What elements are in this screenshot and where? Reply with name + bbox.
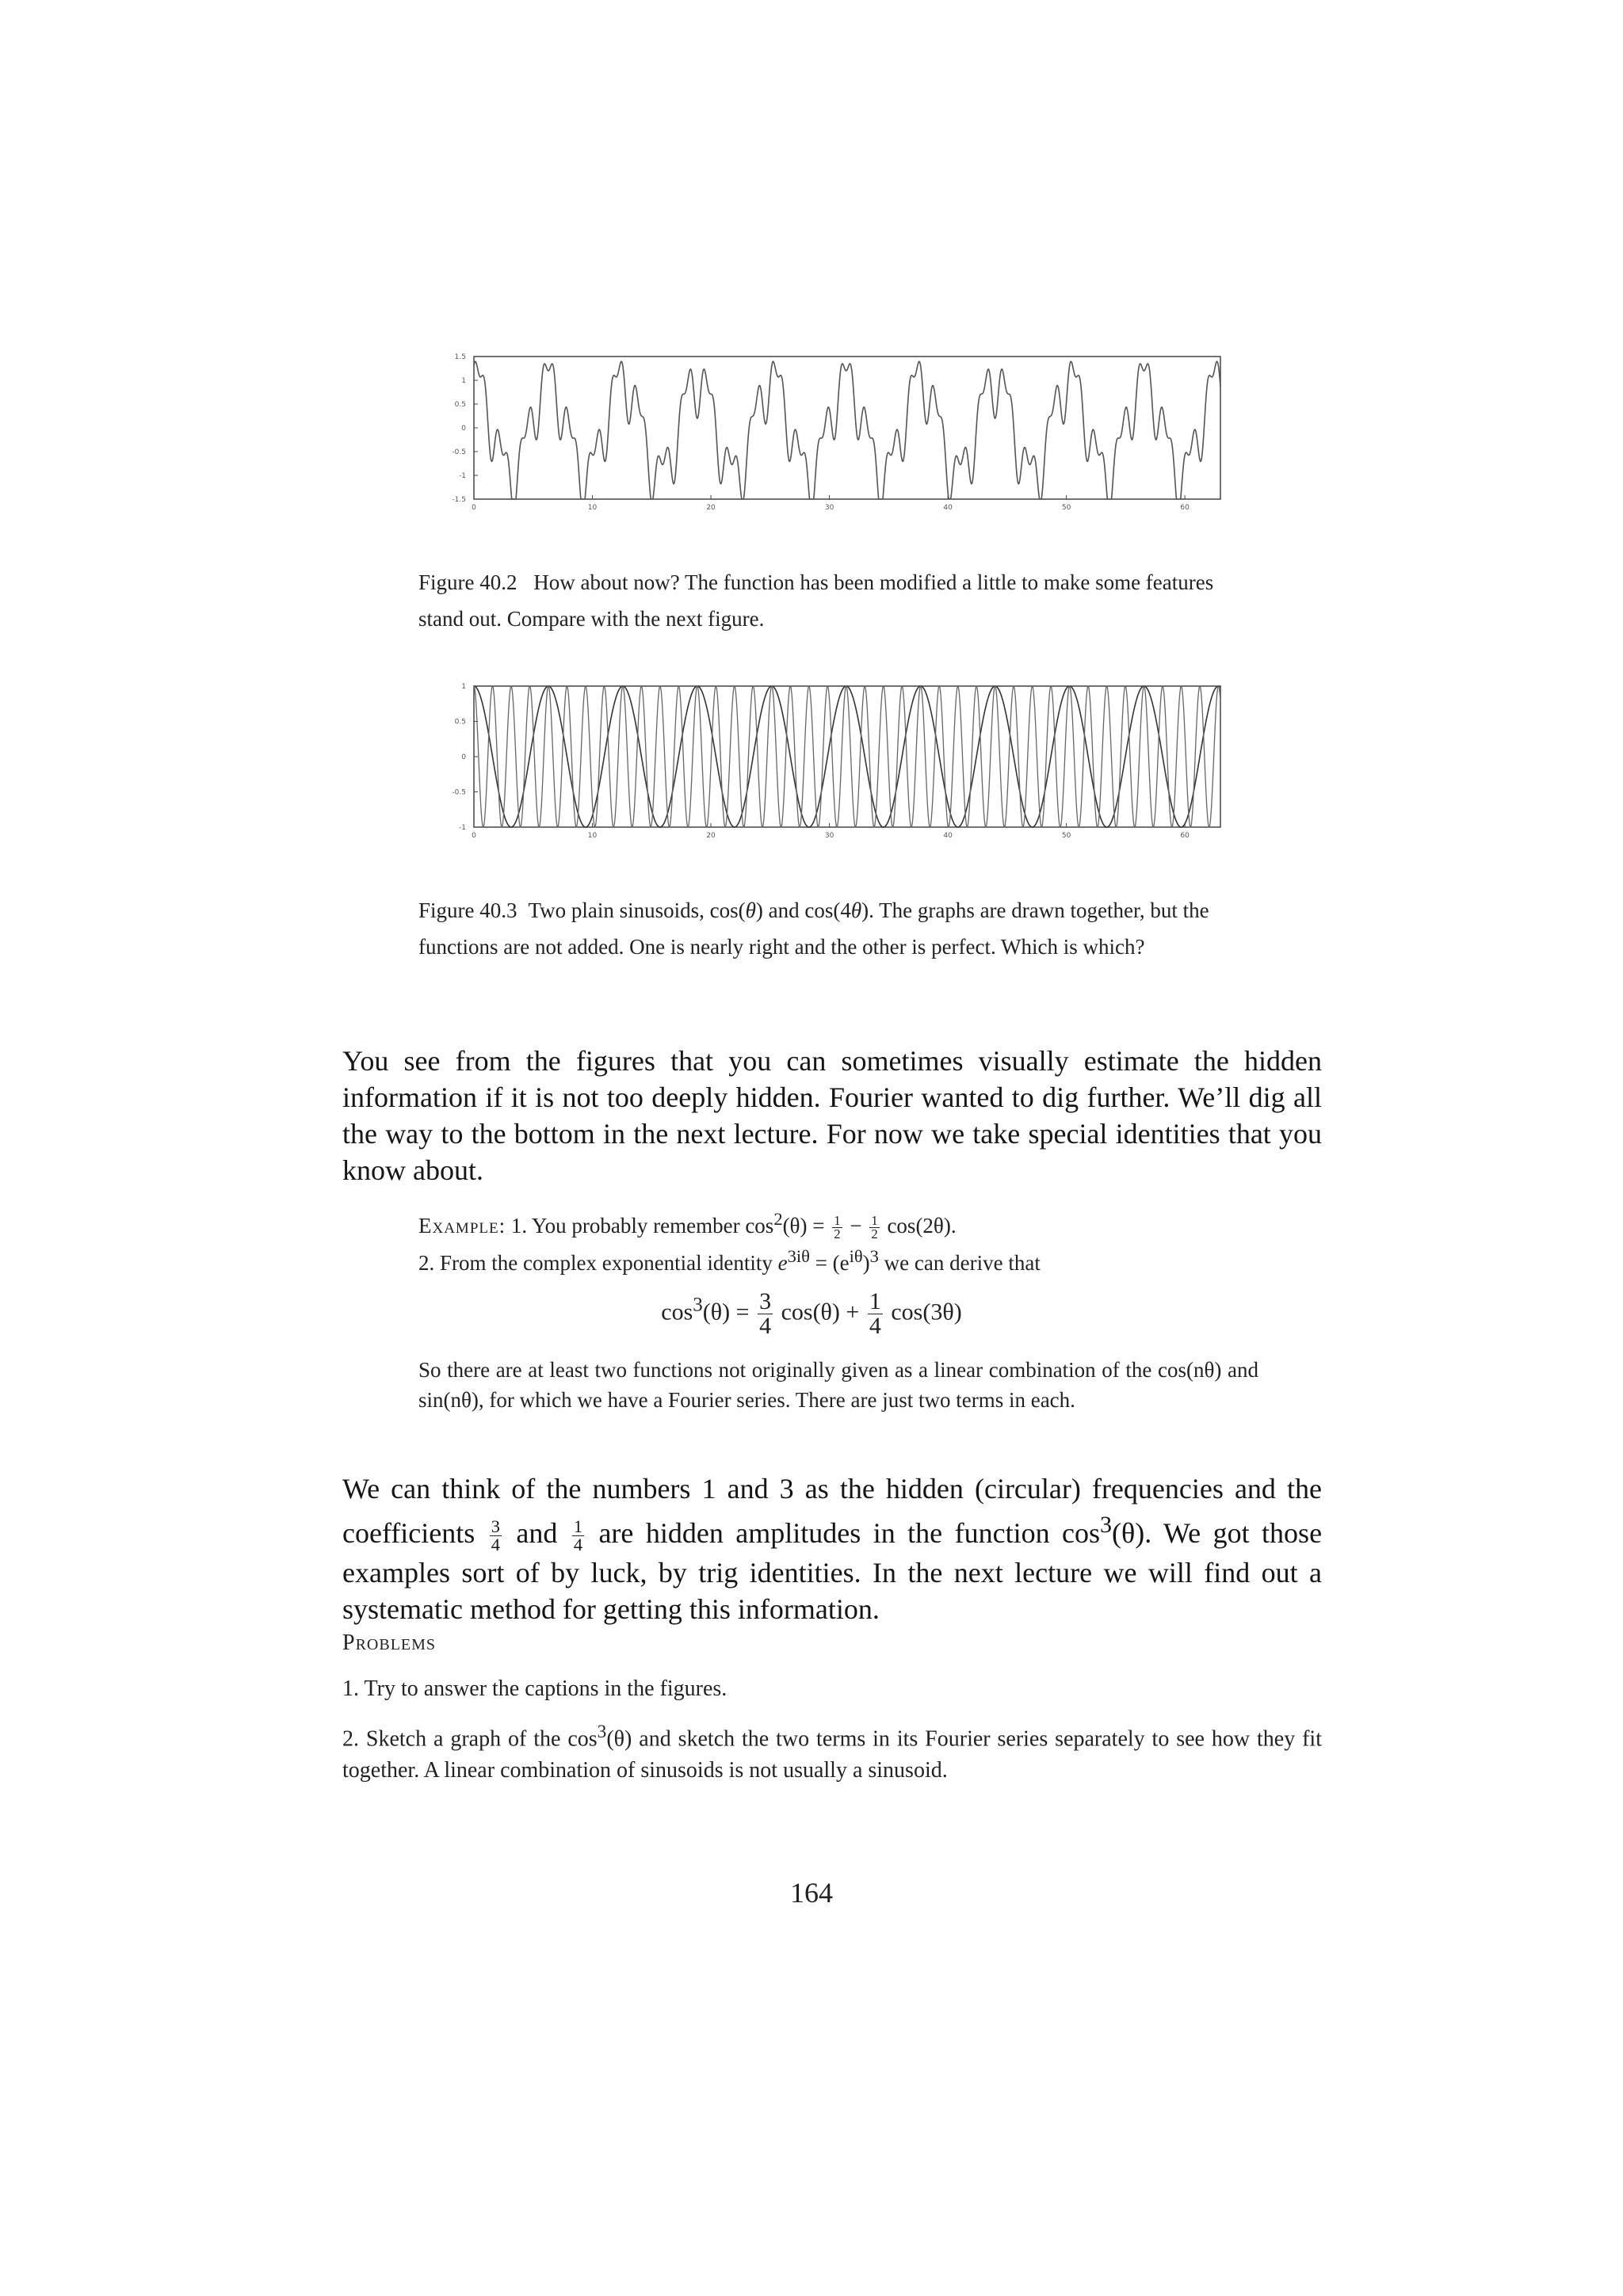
x-tick-label: 10: [587, 504, 598, 512]
example-text: ): [862, 1251, 870, 1276]
caption-text: Two plain sinusoids, cos(: [528, 898, 746, 922]
example-text: cos(2θ).: [887, 1214, 957, 1238]
exponent: 2: [773, 1209, 783, 1229]
y-tick-label: 0.5: [454, 718, 466, 727]
x-tick-label: 10: [587, 832, 598, 840]
y-tick-label: -1: [459, 472, 466, 480]
theta-symbol: θ: [850, 898, 862, 922]
x-tick-label: 20: [706, 832, 716, 840]
x-tick-label: 40: [943, 504, 953, 512]
problems-heading: Problems: [342, 1630, 437, 1655]
series-line-cos4: [474, 686, 1220, 827]
fraction-one-quarter: $\frac{1}{4}$: [869, 1288, 881, 1339]
y-tick-label: -1: [459, 824, 466, 832]
x-tick-label: 40: [943, 832, 953, 840]
fraction-half: $\frac{1}{2}$: [834, 1212, 841, 1242]
theta-symbol: θ: [745, 898, 756, 922]
y-tick-label: 0: [461, 425, 466, 433]
x-tick-label: 20: [706, 504, 716, 512]
figure-40-3-caption: [418, 892, 1258, 965]
y-tick-label: 1: [461, 683, 466, 691]
caption-text: ) and cos(4: [755, 898, 851, 922]
y-tick-label: 1: [461, 377, 466, 385]
example-block: [418, 1204, 1258, 1278]
example-text: = (e: [815, 1251, 850, 1276]
problem-2: 2. Sketch a graph of the $\cos^3(\theta)$ and sketch the two terms in its Fourier series separately to see how they fit together. A linear combination of sinusoids is not usually a sinusoid.: [342, 1722, 1322, 1783]
fraction-three-quarters: $\frac{3}{4}$: [491, 1516, 500, 1555]
body-paragraph-2: We can think of the numbers 1 and 3 as the hidden (circular) frequencies and the coefficients $\frac{3}{4}$ and $\frac{1}{4}$ are hidden amplitudes in the function $\cos^3(\theta)$. We got those examples sort of by luck, by trig identities. In the next lecture we will find out a systematic method for getting this information.: [342, 1473, 1323, 1625]
example-text: 2. From the complex exponential identity: [418, 1251, 773, 1276]
figure-label: Figure 40.2: [418, 570, 517, 594]
fraction-three-quarters: $\frac{3}{4}$: [759, 1288, 772, 1339]
y-tick-label: 0.5: [454, 401, 466, 409]
example-line-1: [418, 1204, 1258, 1241]
example-line-2: [418, 1241, 1258, 1278]
x-tick-label: 60: [1180, 832, 1190, 840]
y-tick-label: -0.5: [452, 448, 466, 456]
y-tick-label: 0: [461, 753, 466, 761]
euler-e: e: [777, 1251, 788, 1276]
page-number: 164: [790, 1877, 833, 1909]
fraction-half: $\frac{1}{2}$: [871, 1212, 878, 1242]
exponent: 3iθ: [787, 1246, 810, 1267]
figure-label: Figure 40.3: [418, 898, 517, 922]
fraction-one-quarter: $\frac{1}{4}$: [573, 1516, 582, 1555]
caption-text: ). The graphs are drawn together, but the functions are not added. One is nearly right and the other is perfect. Which is which?: [418, 898, 1209, 959]
body-paragraph-1: You see from the figures that you can sometimes visually estimate the hidden information if it is not too deeply hidden. Fourier wanted to dig further. We’ll dig all the way to the bottom in the next lecture. For now we take special identities that you know about.: [342, 1045, 1322, 1186]
series-line-cos: [474, 686, 1220, 827]
example-text: 1. You probably remember cos: [510, 1214, 774, 1238]
exponent: iθ: [849, 1246, 863, 1267]
example-text: (θ) =: [782, 1214, 825, 1238]
x-tick-label: 60: [1180, 504, 1190, 512]
minus-sign: −: [850, 1214, 862, 1238]
x-tick-label: 50: [1061, 504, 1071, 512]
x-tick-label: 0: [472, 504, 476, 512]
x-tick-label: 0: [472, 832, 476, 840]
plot-frame: [474, 686, 1220, 827]
example-conclusion: So there are at least two functions not originally given as a linear combination of the cos(nθ) and sin(nθ), for which we have a Fourier series. There are just two terms in each.: [418, 1358, 1258, 1412]
display-equation: $\cos^3(\theta)$ = $\frac{3}{4}$ cos(θ) + $\frac{1}{4}$ cos(3θ): [661, 1288, 962, 1339]
example-text: we can derive that: [884, 1251, 1041, 1276]
caption-text: How about now? The function has been modified a little to make some features stand out. Compare with the next figure.: [418, 570, 1214, 631]
problem-1: 1. Try to answer the captions in the figures.: [342, 1676, 727, 1701]
x-tick-label: 30: [824, 504, 834, 512]
y-tick-label: -1.5: [452, 496, 466, 504]
y-tick-label: 1.5: [454, 353, 466, 361]
example-label: Example:: [418, 1214, 506, 1238]
x-tick-label: 30: [824, 832, 834, 840]
exponent: 3: [869, 1246, 879, 1267]
x-tick-label: 50: [1061, 832, 1071, 840]
y-tick-label: -0.5: [452, 788, 466, 797]
